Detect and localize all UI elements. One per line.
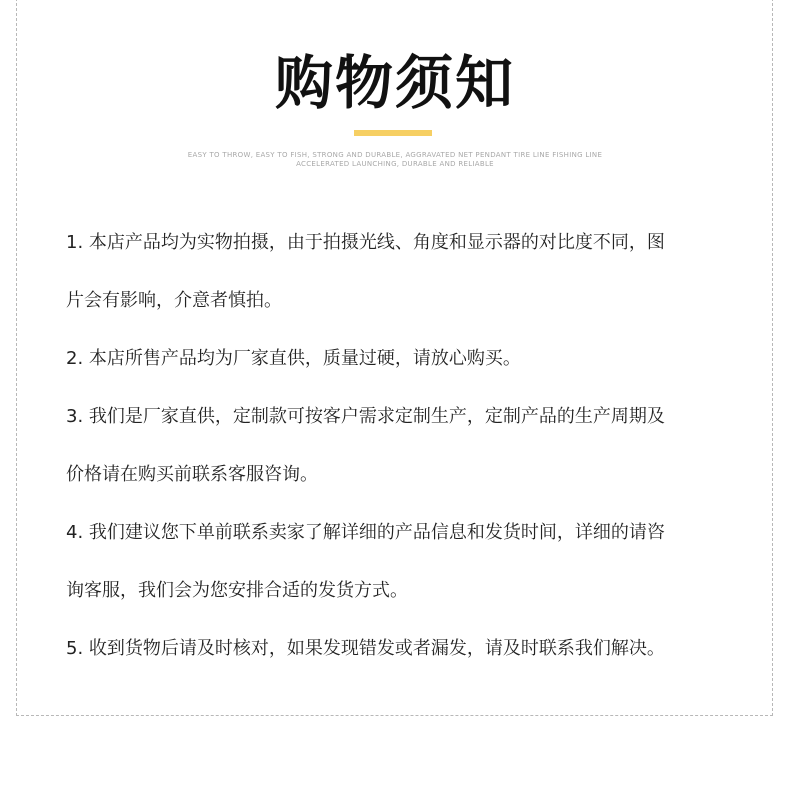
notice-1-line-2: 片会有影响，介意者慎拍。	[66, 290, 282, 311]
notice-4-line-2: 询客服，我们会为您安排合适的发货方式。	[66, 580, 408, 601]
notice-5: 5. 收到货物后请及时核对，如果发现错发或者漏发，请及时联系我们解决。	[66, 638, 665, 659]
page-title: 购物须知	[274, 49, 515, 117]
notice-3-line-2: 价格请在购买前联系客服咨询。	[66, 464, 318, 485]
title-accent-bar	[354, 130, 432, 136]
subtitle-line-1: EASY TO THROW, EASY TO FISH, STRONG AND DURABLE, AGGRAVATED NET PENDANT TIRE LINE FISHING LINE	[187, 151, 603, 159]
notice-1-line-1: 1. 本店产品均为实物拍摄，由于拍摄光线、角度和显示器的对比度不同，图	[66, 232, 665, 253]
notice-4-line-1: 4. 我们建议您下单前联系卖家了解详细的产品信息和发货时间，详细的请咨	[66, 522, 665, 543]
notice-3-line-1: 3. 我们是厂家直供，定制款可按客户需求定制生产，定制产品的生产周期及	[66, 406, 665, 427]
subtitle-line-2: ACCELERATED LAUNCHING, DURABLE AND RELIABLE	[296, 160, 494, 168]
notice-2: 2. 本店所售产品均为厂家直供，质量过硬，请放心购买。	[66, 348, 521, 369]
